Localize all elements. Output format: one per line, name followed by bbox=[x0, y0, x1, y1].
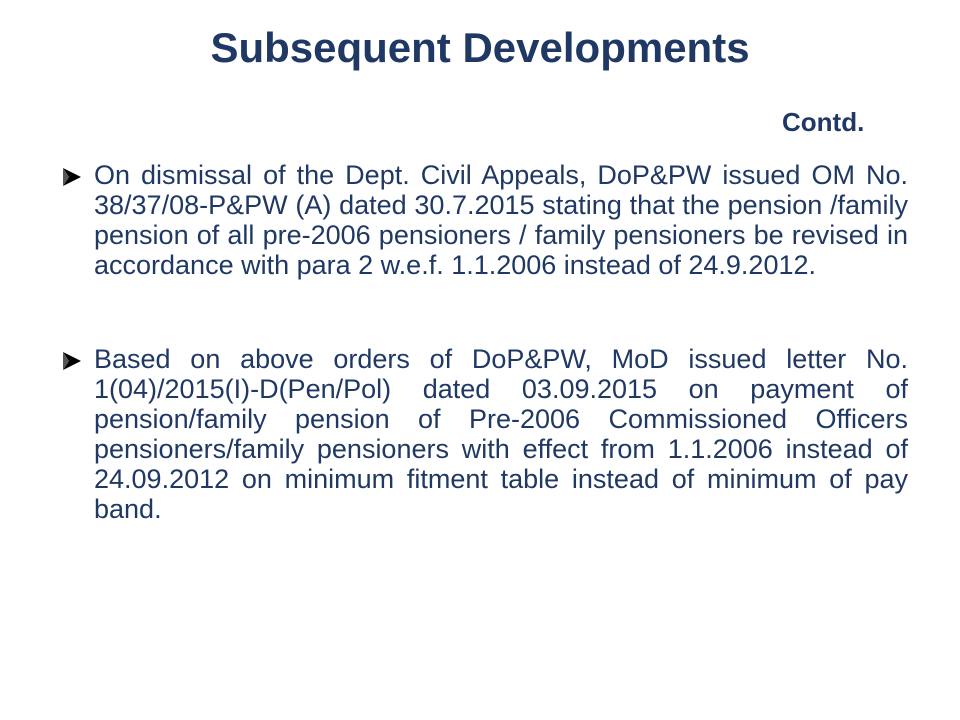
bullet-item bbox=[60, 344, 908, 524]
bullet-text: Based on above orders of DoP&PW, MoD issued letter No. 1(04)/2015(I)-D(Pen/Pol) dated 03.09.2015 on payment of pension/family pension of Pre-2006 Commissioned Officers pensioners/family pensioners with effect from 1.1.2006 instead of 24.09.2012 on minimum fitment table instead of minimum of pay band. bbox=[94, 344, 908, 524]
slide-title: Subsequent Developments bbox=[210, 24, 750, 71]
arrow-bullet-icon bbox=[60, 165, 84, 189]
arrow-bullet-icon bbox=[60, 349, 84, 373]
bullet-item bbox=[60, 160, 908, 280]
bullet-text: On dismissal of the Dept. Civil Appeals, DoP&PW issued OM No. 38/37/08-P&PW (A) dated 30.7.2015 stating that the pension /family pension of all pre-2006 pensioners / family pensioners be revised in accordance with para 2 w.e.f. 1.1.2006 instead of 24.9.2012. bbox=[94, 160, 908, 280]
continued-label: Contd. bbox=[782, 107, 865, 137]
bullet-list bbox=[60, 160, 908, 524]
